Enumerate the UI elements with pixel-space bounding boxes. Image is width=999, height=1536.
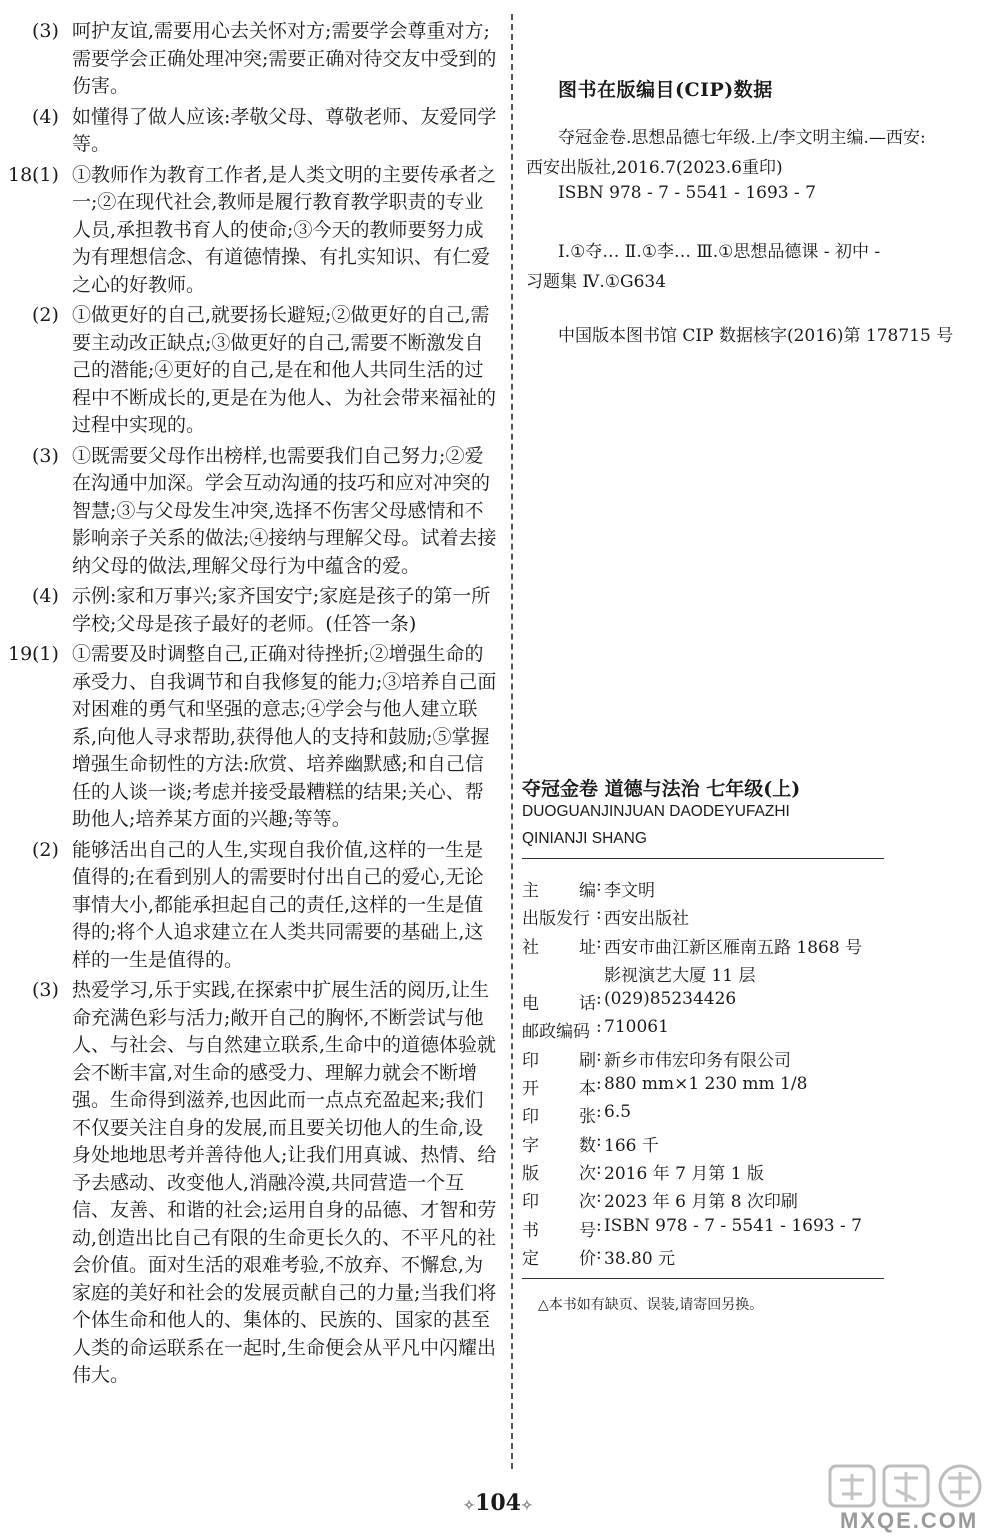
page-number-text: 104 [475,1490,521,1516]
imprint-row: 书 号 : ISBN 978 - 7 - 5541 - 1693 - 7 [522,1216,962,1244]
imprint-row: 社 址 : 西安市曲江新区雁南五路 1868 号 [522,933,962,961]
answer-number: (4) [32,105,59,128]
answer-subnumber: (1) [32,163,59,186]
imprint-value: 2023 年 6 月第 8 次印刷 [604,1192,798,1213]
imprint-value: 新乡市伟宏印务有限公司 [604,1050,791,1071]
rule-bottom [522,1278,884,1279]
imprint-row [522,961,962,989]
answer-item [4,443,502,581]
imprint-row: 印 刷 : 新乡市伟宏印务有限公司 [522,1046,962,1074]
imprint-value: (029)85234426 [604,989,737,1010]
imprint-label: 定 价 [522,1248,596,1269]
answer-text: 能够活出自己的人生,实现自我价值,这样的一生是值得的;在看到别人的需要时付出自己的爱心,无论事情大小,都能承担起自己的责任,这样的一生是值得的;将个人追求建立在人类共同需要的基础上,这样的一生是值得的。 [72,838,484,971]
imprint-label: 版 次 [522,1163,596,1184]
imprint-label: 书 号 [522,1220,596,1241]
imprint-label: 印 张 [522,1107,596,1128]
column-divider [511,14,513,1469]
answer-item [4,977,502,1390]
imprint-row: 定 价 : 38.80 元 [522,1244,962,1272]
imprint-label: 电 话 [522,994,596,1015]
answer-number: (3) [32,444,59,467]
answer-item [4,583,502,638]
answer-number: 19. [8,643,39,665]
imprint-label: 邮政编码 [522,1022,590,1043]
answer-text: ①需要及时调整自己,正确对待挫折;②增强生命的承受力、自我调节和自我修复的能力;③培养自己面对困难的勇气和坚强的意志;④学会与他人建立联系,向他人寻求帮助,获得他人的支持和鼓励;⑤掌握增强生命韧性的方法:欣赏、培养幽默感;和自己信任的人谈一谈;考虑并接受最糟糕的结果;关心、帮助他人;培养某方面的兴趣;等等。 [72,643,497,830]
answer-item [4,104,502,159]
answer-item [4,162,502,300]
imprint-label: 印 刷 [522,1050,596,1071]
cip-title: 图书在版编目(CIP)数据 [558,79,773,101]
cip-record-number: 中国版本图书馆 CIP 数据核字(2016)第 178715 号 [558,326,954,346]
imprint-value: 2016 年 7 月第 1 版 [604,1163,764,1184]
answer-column [4,18,502,1393]
answer-number: (3) [32,20,59,42]
answer-number: (3) [32,979,59,1001]
answer-number: 18. [8,163,39,186]
imprint-value: ISBN 978 - 7 - 5541 - 1693 - 7 [604,1215,862,1236]
imprint-label: 主 编 [522,881,596,901]
ornament-right-icon: ✧ [520,1498,533,1514]
answer-text: ①教师作为教育工作者,是人类文明的主要传承者之一;②在现代社会,教师是履行教育教学职责的专业人员,承担教书育人的使命;③今天的教师要努力成为有理想信念、有道德情操、有扎实知识、有仁爱之心的好教师。 [72,163,497,296]
answer-number: (2) [32,838,59,861]
answer-text: 示例:家和万事兴;家齐国安宁;家庭是孩子的第一所学校;父母是孩子最好的老师。(任答一条) [72,585,491,635]
answer-text: ①既需要父母作出榜样,也需要我们自己努力;②爱在沟通中加深。学会互动沟通的技巧和应对冲突的智慧;③与父母发生冲突,选择不伤害父母感情和不影响亲子关系的做法;④接纳与理解父母。试着去接纳父母的做法,理解父母行为中蕴含的爱。 [72,444,497,577]
cip-classification-cont: 习题集 Ⅳ.①G634 [526,272,667,292]
imprint-row: 字 数 : 166 千 [522,1131,962,1159]
answer-item [4,641,502,834]
imprint-row: 版 次 : 2016 年 7 月第 1 版 [522,1159,962,1187]
answer-item [4,837,502,975]
imprint-row: 出版发行 : 西安出版社 [522,904,962,932]
book-pinyin-2: QINIANJI SHANG [522,830,647,847]
imprint-row: 印 次 : 2023 年 6 月第 8 次印刷 [522,1187,962,1215]
answer-number: (4) [32,585,59,607]
imprint-value: 西安市曲江新区雁南五路 1868 号 [604,937,863,958]
answer-text: 如懂得了做人应该:孝敬父母、尊敬老师、友爱同学等。 [72,105,497,155]
answer-item [4,18,502,101]
book-title: 夺冠金卷 道德与法治 七年级(上) [522,778,801,800]
imprint-value: 李文明 [604,881,655,901]
cip-classification: Ⅰ.①夺… Ⅱ.①李… Ⅲ.①思想品德课 - 初中 - [558,242,881,262]
imprint-info [522,876,962,1272]
cip-line-1: 夺冠金卷.思想品德七年级.上/李文明主编.—西安: [558,128,926,148]
replacement-note: △本书如有缺页、误装,请寄回另换。 [538,1297,764,1313]
cip-line-2: 西安出版社,2016.7(2023.6重印) [526,158,783,178]
imprint-value: 6.5 [604,1102,632,1123]
imprint-row: 印 张 : 6.5 [522,1102,962,1130]
imprint-label: 开 本 [522,1079,596,1100]
imprint-row: 邮政编码 : 710061 [522,1017,962,1045]
page-number [458,1490,538,1516]
imprint-value: 710061 [604,1017,669,1038]
imprint-row: 开 本 : 880 mm×1 230 mm 1/8 [522,1074,962,1102]
imprint-value: 38.80 元 [604,1248,676,1269]
book-pinyin-1: DUOGUANJINJUAN DAODEYUFAZHI [522,803,790,820]
cip-isbn: ISBN 978 - 7 - 5541 - 1693 - 7 [558,183,816,203]
answer-text: 热爱学习,乐于实践,在探索中扩展生活的阅历,让生命充满色彩与活力;敞开自己的胸怀,不断尝试与他人、与社会、与自然建立联系,生命中的道德体验就会不断丰富,对生命的感受力、理解力就会不断增强。生命得到滋养,也因此而一点点充盈起来;我们不仅要关注自身的发展,而且要关切他人的生命,设身处地地思考并善待他人;让我们用真诚、热情、给予去感动、改变他人,消融冷漠,共同营造一个互信、友善、和谐的社会;运用自身的品德、才智和劳动,创造出比自己有限的生命更长久的、不平凡的社会价值。面对生活的艰难考验,不放弃、不懈怠,为家庭的美好和社会的发展贡献自己的力量;当我们将个体生命和他人的、集体的、民族的、国家的甚至人类的命运联系在一起时,生命便会从平凡中闪耀出伟大。 [72,979,497,1386]
imprint-value: 880 mm×1 230 mm 1/8 [604,1074,808,1095]
ornament-left-icon: ✧ [463,1498,476,1514]
imprint-value: 影视演艺大厦 11 层 [604,965,756,986]
watermark-text: MXQE.COM [840,1508,979,1533]
imprint-label: 字 数 [522,1135,596,1156]
imprint-value: 166 千 [604,1135,659,1156]
imprint-row: 电 话 : (029)85234426 [522,989,962,1017]
answer-number: (2) [32,304,59,326]
answer-text: 呵护友谊,需要用心去关怀对方;需要学会尊重对方;需要学会正确处理冲突;需要正确对待交友中受到的伤害。 [72,20,497,97]
answer-item [4,302,502,440]
imprint-label: 印 次 [522,1192,596,1213]
answer-subnumber: (1) [32,643,59,665]
rule-top [522,858,884,859]
imprint-label: 社 址 [522,937,596,958]
imprint-value: 西安出版社 [604,909,689,930]
imprint-row: 主 编 : 李文明 [522,876,962,904]
answer-text: ①做更好的自己,就要扬长避短;②做更好的自己,需要主动改正缺点;③做更好的自己,需要不断激发自己的潜能;④更好的自己,是在和他人共同生活的过程中不断成长的,更是在为他人、为社会带来福祉的过程中实现的。 [72,304,497,436]
imprint-label: 出版发行 [522,909,590,930]
